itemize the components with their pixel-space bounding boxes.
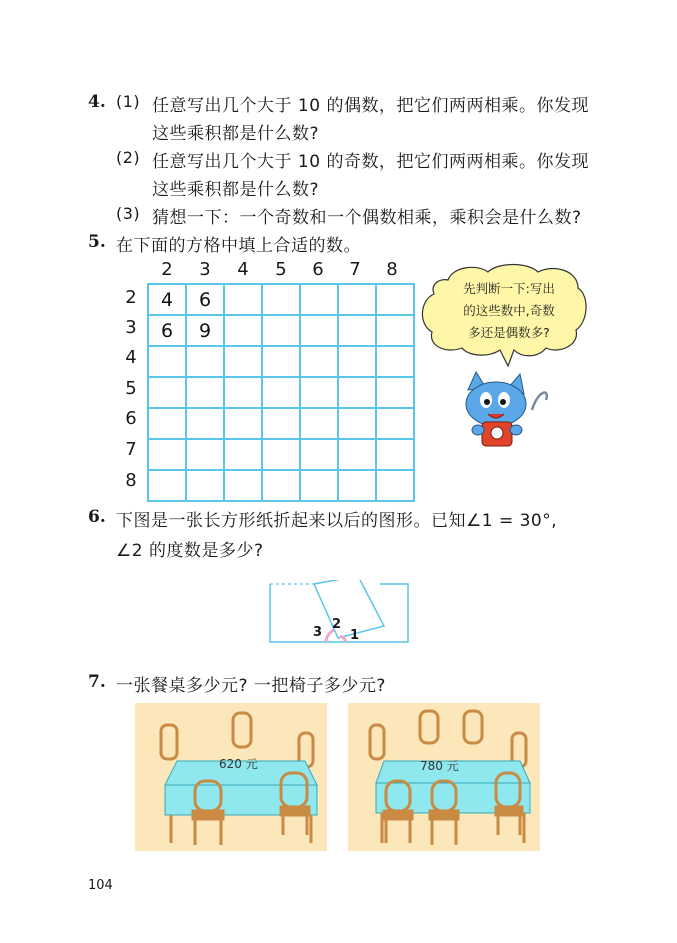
grid-cell[interactable] bbox=[224, 377, 262, 408]
multiplication-grid bbox=[147, 283, 415, 502]
grid-cell[interactable]: 9 bbox=[186, 315, 224, 346]
angle-3-label: 3 bbox=[313, 625, 323, 640]
grid-cell[interactable] bbox=[300, 439, 338, 470]
q7-number: 7. bbox=[88, 672, 106, 692]
grid-cell[interactable] bbox=[376, 315, 414, 346]
grid-cell[interactable] bbox=[338, 470, 376, 501]
q6-line1: 下图是一张长方形纸折起来以后的图形。已知∠1 = 30°, bbox=[116, 511, 558, 531]
grid-cell[interactable] bbox=[338, 439, 376, 470]
q5-number: 5. bbox=[88, 232, 106, 252]
grid-cell[interactable] bbox=[376, 346, 414, 377]
bubble-line: 多还是偶数多? bbox=[468, 325, 550, 340]
grid-cell[interactable] bbox=[338, 346, 376, 377]
col-header: 4 bbox=[237, 259, 249, 280]
grid-cell[interactable] bbox=[148, 439, 186, 470]
grid-cell[interactable] bbox=[338, 377, 376, 408]
col-header: 6 bbox=[312, 259, 324, 280]
row-header: 5 bbox=[125, 378, 137, 399]
grid-cell[interactable] bbox=[224, 439, 262, 470]
grid-cell[interactable] bbox=[262, 284, 300, 315]
grid-cell[interactable] bbox=[262, 377, 300, 408]
q4-part2-line1: 任意写出几个大于 10 的奇数，把它们两两相乘。你发现 bbox=[152, 152, 589, 172]
grid-row bbox=[148, 284, 414, 315]
grid-cell[interactable] bbox=[186, 439, 224, 470]
grid-cell[interactable] bbox=[376, 377, 414, 408]
grid-cell[interactable]: 6 bbox=[148, 315, 186, 346]
grid-cell[interactable] bbox=[376, 439, 414, 470]
angle-2-label: 2 bbox=[332, 617, 342, 632]
grid-cell[interactable] bbox=[186, 408, 224, 439]
q4-part2-tag: (2) bbox=[116, 148, 141, 167]
dining-set-illustration-right bbox=[348, 703, 540, 851]
grid-row bbox=[148, 408, 414, 439]
grid-cell[interactable] bbox=[300, 408, 338, 439]
grid-cell[interactable] bbox=[338, 315, 376, 346]
grid-cell[interactable] bbox=[148, 346, 186, 377]
grid-cell[interactable] bbox=[300, 377, 338, 408]
bubble-text bbox=[444, 278, 574, 344]
grid-cell[interactable] bbox=[224, 284, 262, 315]
grid-cell[interactable] bbox=[300, 346, 338, 377]
page-number: 104 bbox=[88, 878, 113, 893]
col-header: 8 bbox=[386, 259, 398, 280]
row-header: 7 bbox=[125, 439, 137, 460]
grid-cell[interactable] bbox=[224, 346, 262, 377]
dining-set-illustration-left bbox=[135, 703, 327, 851]
q4-number: 4. bbox=[88, 92, 106, 112]
grid-cell[interactable] bbox=[300, 284, 338, 315]
row-header: 6 bbox=[125, 408, 137, 429]
grid-cell[interactable] bbox=[224, 470, 262, 501]
grid-cell[interactable] bbox=[262, 439, 300, 470]
grid-cell[interactable] bbox=[224, 315, 262, 346]
q6-line2: ∠2 的度数是多少? bbox=[116, 541, 264, 561]
row-header: 4 bbox=[125, 347, 137, 368]
cat-character-illustration bbox=[458, 370, 554, 450]
col-header: 5 bbox=[275, 259, 287, 280]
dining-set-drawing bbox=[135, 703, 327, 851]
angle-1-label: 1 bbox=[350, 628, 360, 643]
row-header: 8 bbox=[125, 470, 137, 491]
q5-text: 在下面的方格中填上合适的数。 bbox=[116, 236, 361, 256]
grid-cell[interactable] bbox=[262, 315, 300, 346]
grid-cell[interactable]: 4 bbox=[148, 284, 186, 315]
grid-cell[interactable] bbox=[300, 470, 338, 501]
grid-row bbox=[148, 315, 414, 346]
grid-cell[interactable] bbox=[262, 408, 300, 439]
q6-number: 6. bbox=[88, 507, 106, 527]
grid-cell[interactable] bbox=[186, 346, 224, 377]
q4-part1-line1: 任意写出几个大于 10 的偶数，把它们两两相乘。你发现 bbox=[152, 96, 589, 116]
grid-cell[interactable] bbox=[224, 408, 262, 439]
grid-cell[interactable] bbox=[376, 470, 414, 501]
bubble-line: 先判断一下:写出 bbox=[463, 281, 555, 296]
grid-row bbox=[148, 439, 414, 470]
col-header: 2 bbox=[161, 259, 173, 280]
grid-cell[interactable] bbox=[148, 408, 186, 439]
q7-text: 一张餐桌多少元? 一把椅子多少元? bbox=[116, 676, 386, 696]
grid-row bbox=[148, 346, 414, 377]
q4-part2-line2: 这些乘积都是什么数? bbox=[152, 180, 320, 200]
grid-cell[interactable] bbox=[376, 408, 414, 439]
bubble-line: 的这些数中,奇数 bbox=[463, 303, 555, 318]
price-label-right: 780 元 bbox=[420, 759, 459, 773]
q4-part3-line1: 猜想一下：一个奇数和一个偶数相乘，乘积会是什么数? bbox=[152, 208, 582, 228]
grid-row bbox=[148, 377, 414, 408]
grid-cell[interactable] bbox=[262, 346, 300, 377]
grid-cell[interactable] bbox=[338, 284, 376, 315]
q4-part1-tag: (1) bbox=[116, 92, 141, 111]
q4-part1-line2: 这些乘积都是什么数? bbox=[152, 124, 320, 144]
col-header: 3 bbox=[199, 259, 211, 280]
grid-cell[interactable] bbox=[338, 408, 376, 439]
dining-set-drawing bbox=[348, 703, 540, 851]
folded-paper-figure bbox=[268, 580, 410, 646]
grid-cell[interactable] bbox=[186, 470, 224, 501]
grid-cell[interactable] bbox=[376, 284, 414, 315]
grid-cell[interactable] bbox=[186, 377, 224, 408]
q4-part3-tag: (3) bbox=[116, 204, 141, 223]
grid-cell[interactable] bbox=[262, 470, 300, 501]
grid-cell[interactable] bbox=[148, 470, 186, 501]
price-label-left: 620 元 bbox=[219, 757, 258, 771]
grid-cell[interactable] bbox=[300, 315, 338, 346]
grid-row bbox=[148, 470, 414, 501]
row-header: 2 bbox=[125, 287, 137, 308]
row-header: 3 bbox=[125, 317, 137, 338]
grid-cell[interactable] bbox=[148, 377, 186, 408]
col-header: 7 bbox=[349, 259, 361, 280]
grid-cell[interactable]: 6 bbox=[186, 284, 224, 315]
